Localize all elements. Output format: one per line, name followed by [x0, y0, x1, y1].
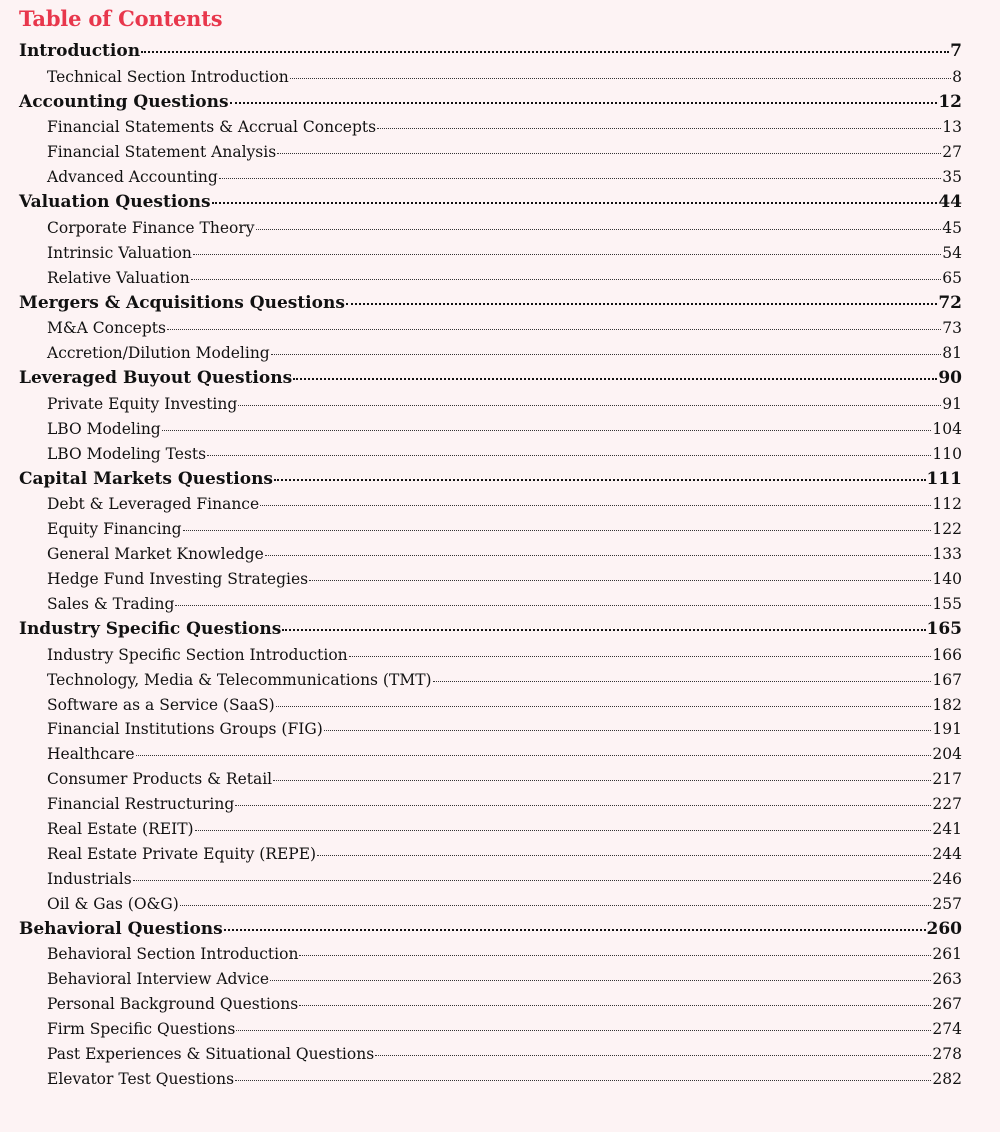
toc-item-label: Behavioral Interview Advice [47, 970, 270, 989]
toc-item-page: 263 [932, 970, 962, 989]
toc-item-label: General Market Knowledge [47, 545, 264, 564]
toc-item-row[interactable] [19, 140, 962, 165]
toc-item-label: Relative Valuation [47, 268, 190, 287]
dot-leader [270, 980, 931, 981]
toc-item-label: Financial Restructuring [47, 795, 235, 814]
toc-section-page: 72 [938, 292, 962, 313]
toc-item-label: Accretion/Dilution Modeling [47, 344, 270, 363]
dot-leader [175, 605, 931, 606]
toc-section-row[interactable] [19, 291, 962, 317]
toc-item-row[interactable] [19, 517, 962, 542]
dot-leader [290, 78, 951, 79]
toc-item-label: Behavioral Section Introduction [47, 945, 299, 964]
dot-leader [212, 202, 938, 204]
dot-leader [324, 730, 932, 731]
dot-leader [349, 656, 932, 657]
toc-item-page: 81 [942, 344, 962, 363]
toc-item-label: M&A Concepts [47, 319, 166, 338]
toc-item-page: 282 [932, 1069, 962, 1088]
dot-leader [235, 805, 931, 806]
toc-item-page: 261 [932, 945, 962, 964]
toc-item-page: 204 [932, 745, 962, 764]
toc-section-page: 7 [950, 41, 962, 61]
dot-leader [236, 1030, 931, 1031]
toc-item-row[interactable] [19, 867, 962, 892]
toc-section-row[interactable] [19, 467, 962, 493]
toc-item-page: 227 [932, 795, 962, 814]
dot-leader [167, 329, 941, 330]
dot-leader [260, 505, 931, 506]
toc-item-label: Equity Financing [47, 520, 182, 539]
toc-section-page: 12 [938, 91, 962, 112]
toc-item-label: Debt & Leveraged Finance [47, 495, 260, 514]
dot-leader [191, 279, 941, 280]
dot-leader [193, 254, 941, 255]
toc-item-label: Private Equity Investing [47, 395, 238, 413]
toc-item-page: 278 [932, 1044, 962, 1063]
toc-item-page: 110 [932, 444, 962, 463]
toc-item-label: Industrials [47, 869, 132, 888]
toc-item-label: Financial Institutions Groups (FIG) [47, 720, 323, 739]
dot-leader [219, 178, 942, 179]
dot-leader [136, 755, 932, 756]
toc-item-row[interactable] [19, 567, 962, 592]
toc-section-title: Valuation Questions [19, 192, 211, 213]
dot-leader [224, 929, 926, 931]
dot-leader [141, 51, 949, 53]
toc-item-page: 91 [942, 395, 962, 413]
dot-leader [235, 1080, 931, 1081]
toc-item-row[interactable] [19, 392, 962, 417]
dot-leader [271, 354, 942, 355]
toc-item-page: 133 [932, 545, 962, 564]
dot-leader [183, 530, 932, 531]
toc-item-page: 167 [932, 670, 962, 689]
toc-item-row[interactable] [19, 643, 962, 668]
toc-item-row[interactable] [19, 717, 962, 742]
dot-leader [282, 629, 925, 631]
dot-leader [238, 405, 941, 406]
dot-leader [276, 706, 932, 707]
toc-item-page: 54 [942, 243, 962, 262]
toc-item-page: 35 [942, 168, 962, 187]
toc-item-page: 122 [932, 520, 962, 539]
toc-item-row[interactable] [19, 817, 962, 842]
toc-section-row[interactable] [19, 917, 962, 943]
toc-item-page: 267 [932, 995, 962, 1014]
dot-leader [230, 102, 938, 104]
toc-item-page: 274 [932, 1019, 962, 1038]
toc-item-label: Past Experiences & Situational Questions [47, 1044, 375, 1063]
toc-item-page: 8 [952, 67, 962, 86]
dot-leader [299, 955, 931, 956]
toc-section-row[interactable] [19, 190, 962, 216]
toc-item-page: 166 [932, 645, 962, 664]
dot-leader [162, 430, 932, 431]
toc-item-row[interactable] [19, 542, 962, 567]
toc-item-label: Industry Specific Section Introduction [47, 645, 348, 664]
toc-item-page: 244 [932, 844, 962, 863]
toc-item-page: 112 [932, 495, 962, 514]
toc-item-row[interactable] [19, 165, 962, 190]
toc-item-row[interactable] [19, 842, 962, 867]
toc-item-row[interactable] [19, 792, 962, 817]
toc-section-title: Leveraged Buyout Questions [19, 368, 293, 389]
toc-item-label: Real Estate Private Equity (REPE) [47, 844, 317, 863]
toc-item-row[interactable] [19, 241, 962, 266]
dot-leader [293, 378, 937, 380]
toc-item-page: 241 [932, 819, 962, 838]
toc-item-row[interactable] [19, 266, 962, 291]
toc-section-title: Accounting Questions [19, 91, 229, 112]
dot-leader [265, 555, 932, 556]
toc-title: Table of Contents [19, 6, 223, 31]
toc-section-row[interactable] [19, 617, 962, 643]
toc-item-page: 217 [932, 770, 962, 789]
toc-item-label: Financial Statements & Accrual Concepts [47, 118, 377, 137]
toc-item-page: 65 [942, 268, 962, 287]
toc-item-label: LBO Modeling Tests [47, 444, 207, 463]
toc-item-page: 27 [942, 143, 962, 162]
dot-leader [346, 303, 937, 305]
toc-item-label: Personal Background Questions [47, 995, 299, 1014]
toc-item-row[interactable] [19, 1017, 962, 1042]
toc-section-title: Mergers & Acquisitions Questions [19, 292, 345, 313]
dot-leader [180, 905, 932, 906]
toc-item-page: 45 [942, 218, 962, 237]
toc-item-row[interactable] [19, 742, 962, 767]
toc-section-row[interactable] [19, 90, 962, 116]
dot-leader [133, 880, 932, 881]
toc-item-row[interactable] [19, 592, 962, 617]
dot-leader [195, 830, 932, 831]
toc-item-row[interactable] [19, 1067, 962, 1092]
toc-item-row[interactable] [19, 967, 962, 992]
toc-item-page: 257 [932, 894, 962, 913]
toc-item-row[interactable] [19, 417, 962, 442]
toc-item-row[interactable] [19, 316, 962, 341]
toc-item-page: 140 [932, 570, 962, 589]
toc-item-label: Sales & Trading [47, 595, 175, 614]
toc-item-label: Elevator Test Questions [47, 1069, 235, 1088]
toc-item-row[interactable] [19, 668, 962, 693]
toc-section-page: 90 [938, 368, 962, 389]
toc-section-page: 260 [926, 918, 962, 939]
toc-item-row[interactable] [19, 1042, 962, 1067]
toc-item-label: LBO Modeling [47, 419, 161, 438]
dot-leader [256, 229, 942, 230]
toc-item-page: 104 [932, 419, 962, 438]
toc-section-page: 111 [926, 468, 962, 489]
toc-item-row[interactable] [19, 892, 962, 917]
toc-section-page: 165 [926, 618, 962, 639]
toc-section-row[interactable] [19, 39, 962, 65]
toc-section-title: Industry Specific Questions [19, 618, 282, 639]
toc-item-row[interactable] [19, 442, 962, 467]
toc-item-row[interactable] [19, 216, 962, 241]
toc-item-label: Hedge Fund Investing Strategies [47, 570, 309, 589]
toc-item-row[interactable] [19, 341, 962, 366]
toc-item-row[interactable] [19, 942, 962, 967]
toc-item-label: Technology, Media & Telecommunications (TMT) [47, 670, 432, 689]
toc-item-page: 246 [932, 869, 962, 888]
toc-item-label: Software as a Service (SaaS) [47, 695, 275, 714]
toc-item-label: Technical Section Introduction [47, 67, 289, 86]
dot-leader [377, 128, 941, 129]
toc-item-row[interactable] [19, 693, 962, 718]
toc-item-label: Oil & Gas (O&G) [47, 894, 179, 913]
toc-item-page: 13 [942, 118, 962, 137]
toc-item-row[interactable] [19, 65, 962, 90]
toc-item-page: 155 [932, 595, 962, 614]
toc-item-label: Consumer Products & Retail [47, 770, 273, 789]
toc-section-title: Introduction [19, 41, 141, 61]
dot-leader [273, 780, 931, 781]
toc-section-row[interactable] [19, 366, 962, 392]
dot-leader [274, 479, 926, 481]
toc-item-page: 73 [942, 319, 962, 338]
toc-item-label: Financial Statement Analysis [47, 143, 277, 162]
toc-section-page: 44 [938, 192, 962, 213]
toc-item-label: Real Estate (REIT) [47, 819, 194, 838]
toc-list [19, 39, 962, 1092]
dot-leader [207, 455, 931, 456]
dot-leader [277, 153, 941, 154]
dot-leader [299, 1005, 931, 1006]
toc-item-row[interactable] [19, 492, 962, 517]
toc-item-label: Corporate Finance Theory [47, 218, 255, 237]
dot-leader [309, 580, 931, 581]
toc-item-row[interactable] [19, 767, 962, 792]
toc-item-label: Firm Specific Questions [47, 1019, 236, 1038]
toc-item-label: Healthcare [47, 745, 135, 764]
toc-item-label: Intrinsic Valuation [47, 243, 192, 262]
toc-item-row[interactable] [19, 115, 962, 140]
dot-leader [375, 1055, 931, 1056]
toc-item-page: 191 [932, 720, 962, 739]
toc-section-title: Behavioral Questions [19, 918, 223, 939]
dot-leader [433, 681, 932, 682]
toc-item-label: Advanced Accounting [47, 168, 218, 187]
toc-section-title: Capital Markets Questions [19, 468, 273, 489]
toc-item-row[interactable] [19, 992, 962, 1017]
dot-leader [317, 855, 931, 856]
toc-item-page: 182 [932, 695, 962, 714]
